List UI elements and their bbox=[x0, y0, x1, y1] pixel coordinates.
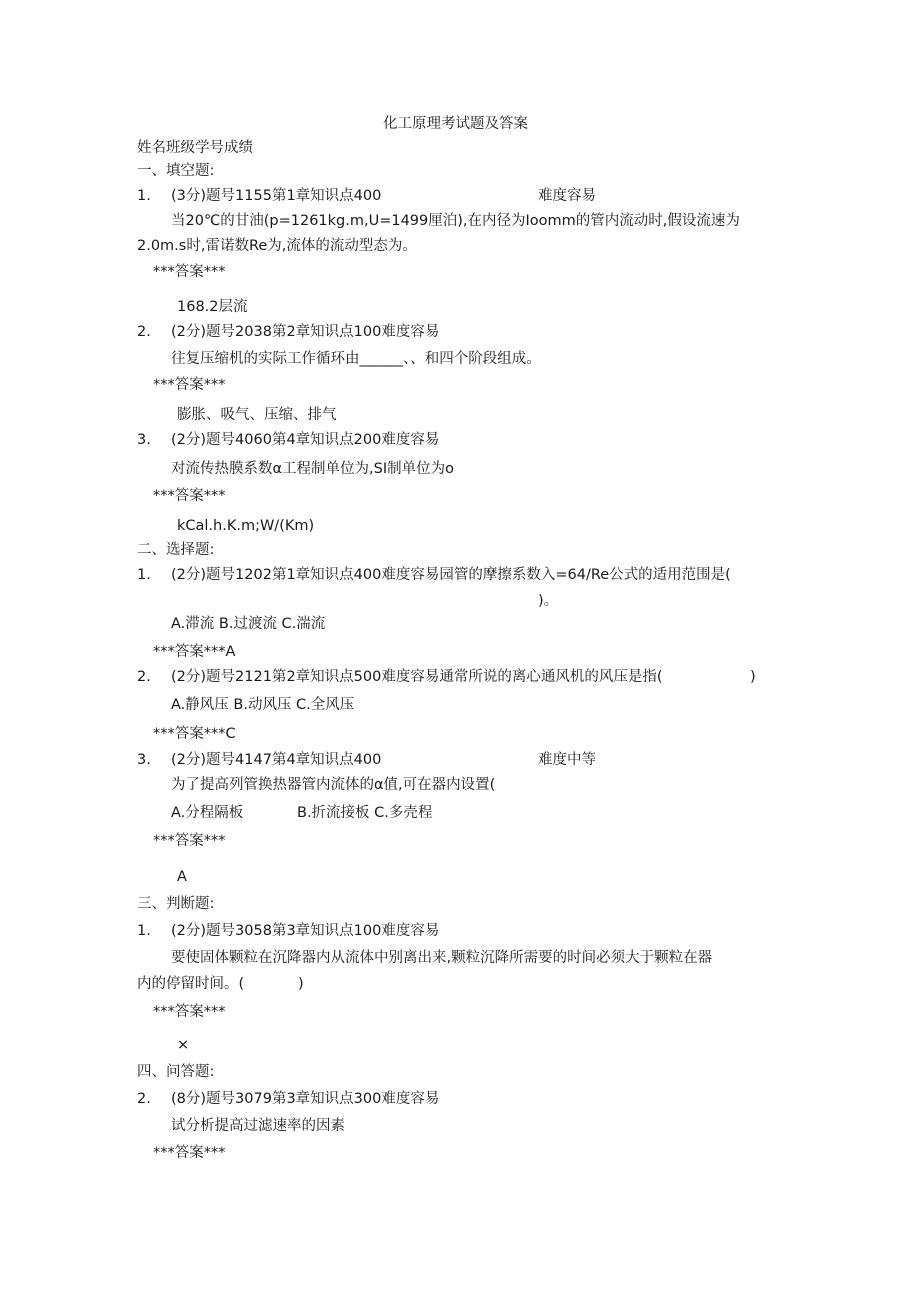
answer-label: ***答案*** bbox=[153, 833, 226, 849]
page-title: 化工原理考试题及答案 bbox=[383, 116, 528, 132]
answer-label: ***答案*** bbox=[153, 1145, 226, 1161]
answer-text: A bbox=[177, 869, 187, 885]
question-options: A.分程隔板 bbox=[171, 805, 244, 821]
section-heading-judge: 三、判断题: bbox=[137, 896, 215, 912]
question-number: 2. bbox=[137, 324, 151, 340]
answer-text: ***答案***A bbox=[153, 644, 236, 660]
question-text: 内的停留时间。( bbox=[137, 976, 245, 992]
question-meta: ) bbox=[750, 669, 756, 685]
question-meta: (2分)题号4147第4章知识点400 bbox=[171, 752, 382, 768]
question-text: 对流传热膜系数α工程制单位为,SI制单位为o bbox=[171, 461, 455, 477]
answer-label: ***答案*** bbox=[153, 1004, 226, 1020]
question-meta: (2分)题号2038第2章知识点100难度容易 bbox=[171, 324, 440, 340]
question-meta: (2分)题号3058第3章知识点100难度容易 bbox=[171, 923, 440, 939]
question-difficulty: 难度中等 bbox=[538, 752, 596, 768]
answer-text: × bbox=[177, 1037, 190, 1053]
question-meta: (2分)题号1202第1章知识点400难度容易园管的摩擦系数入=64/Re公式的适用范围是( bbox=[171, 567, 731, 583]
question-number: 1. bbox=[137, 567, 151, 583]
section-heading-fill-blank: 一、填空题: bbox=[137, 163, 215, 179]
question-number: 1. bbox=[137, 188, 151, 204]
question-options: B.折流接板 C.多壳程 bbox=[297, 805, 433, 821]
question-text: 2.0m.s时,雷诺数Re为,流体的流动型态为。 bbox=[137, 238, 417, 254]
question-meta: (2分)题号4060第4章知识点200难度容易 bbox=[171, 432, 440, 448]
student-info-line: 姓名班级学号成绩 bbox=[137, 140, 253, 156]
answer-label: ***答案*** bbox=[153, 264, 226, 280]
question-options: A.滞流 B.过渡流 C.湍流 bbox=[171, 616, 326, 632]
question-difficulty: 难度容易 bbox=[538, 188, 596, 204]
section-heading-choice: 二、选择题: bbox=[137, 542, 215, 558]
question-text: 往复压缩机的实际工作循环由______、、和四个阶段组成。 bbox=[171, 351, 541, 367]
question-number: 1. bbox=[137, 923, 151, 939]
question-text: ) bbox=[298, 976, 304, 992]
answer-text: ***答案***C bbox=[153, 726, 236, 742]
answer-label: ***答案*** bbox=[153, 377, 226, 393]
question-text: 要使固体颗粒在沉降器内从流体中别离出来,颗粒沉降所需要的时间必须大于颗粒在器 bbox=[171, 950, 713, 966]
question-meta: (3分)题号1155第1章知识点400 bbox=[171, 188, 382, 204]
answer-text: kCal.h.K.m;W/(Km) bbox=[177, 518, 315, 534]
question-text: 为了提高列管换热器管内流体的α值,可在器内设置( bbox=[171, 777, 496, 793]
question-number: 2. bbox=[137, 1091, 151, 1107]
section-heading-essay: 四、问答题: bbox=[137, 1064, 215, 1080]
question-number: 3. bbox=[137, 752, 151, 768]
question-meta: (8分)题号3079第3章知识点300难度容易 bbox=[171, 1091, 440, 1107]
question-options: A.静风压 B.动风压 C.全风压 bbox=[171, 697, 355, 713]
answer-text: 膨胀、吸气、压缩、排气 bbox=[177, 407, 337, 423]
answer-label: ***答案*** bbox=[153, 488, 226, 504]
question-meta: (2分)题号2121第2章知识点500难度容易通常所说的离心通风机的风压是指( bbox=[171, 669, 663, 685]
question-text: 试分析提高过滤速率的因素 bbox=[171, 1118, 345, 1134]
question-number: 2. bbox=[137, 669, 151, 685]
question-text: 当20℃的甘油(p=1261kg.m,U=1499厘泊),在内径为Ioomm的管内流动时,假设流速为 bbox=[171, 213, 740, 229]
question-number: 3. bbox=[137, 432, 151, 448]
question-text: )。 bbox=[538, 593, 559, 609]
answer-text: 168.2层流 bbox=[177, 299, 248, 315]
